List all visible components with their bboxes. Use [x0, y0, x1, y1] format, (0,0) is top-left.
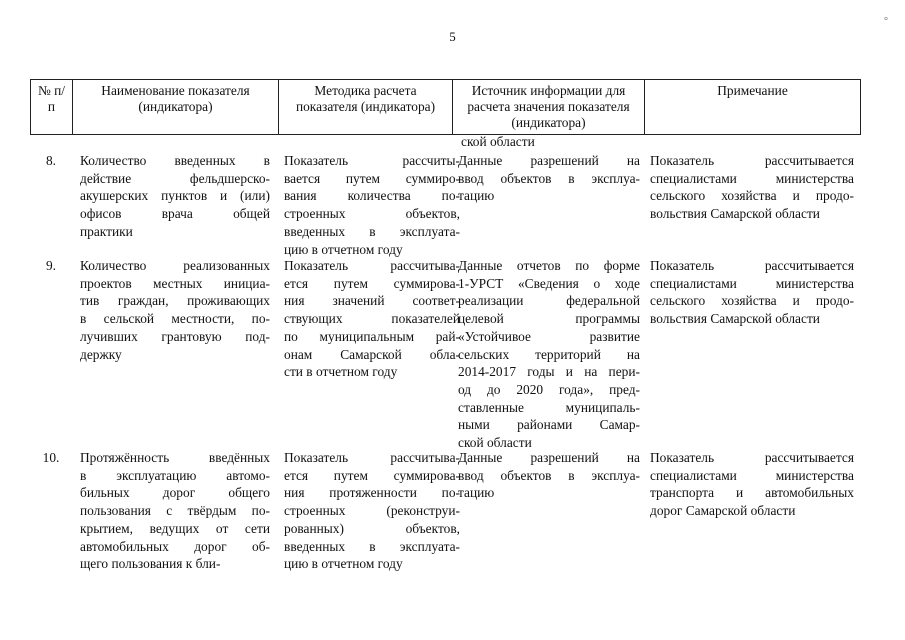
text-line: Показатель рассчитыва- [284, 258, 460, 273]
text-line: «Устойчивое развитие [458, 328, 640, 344]
text-line: строенных объектов, [284, 206, 460, 222]
corner-mark: ° [884, 16, 888, 27]
text-line: 1-УРСТ «Сведения о ходе [458, 275, 640, 291]
row-number: 10. [42, 450, 60, 465]
text-line: бильных дорог общего [80, 485, 270, 501]
text-line: сельских территорий на [458, 346, 640, 362]
text-line: транспорта и автомобильных [650, 485, 854, 501]
text-line: специалистами министерства [650, 275, 854, 291]
note [650, 152, 854, 223]
text-line: Количество введенных в [80, 153, 270, 168]
carryover-text: ской области [461, 134, 535, 149]
text-line: ввод объектов в эксплуа- [458, 170, 640, 186]
text-line: тацию [458, 188, 495, 204]
text-line: Показатель рассчитывается [650, 153, 854, 168]
text-line: ставленные муниципаль- [458, 399, 640, 415]
text-line: в эксплуатацию автомо- [80, 467, 270, 483]
text-line: Показатель рассчиты- [284, 153, 460, 168]
text-line: вольствия Самарской области [650, 311, 820, 327]
text-line: Данные отчетов по форме [458, 258, 640, 273]
header-col-note: Примечание [645, 80, 861, 135]
text-line: строенных (реконструи- [284, 503, 460, 519]
text-line: Данные разрешений на [458, 450, 640, 465]
table-header [30, 79, 861, 135]
text-line: Данные разрешений на [458, 153, 640, 168]
text-line: специалистами министерства [650, 170, 854, 186]
text-line: вольствия Самарской области [650, 206, 820, 222]
text-line: цию в отчетном году [284, 556, 403, 572]
header-col-num: № п/п [31, 80, 73, 135]
text-line: цию в отчетном году [284, 241, 403, 257]
text-line: ется путем суммирова- [284, 275, 460, 291]
calculation-method [284, 449, 460, 573]
text-line: Показатель рассчитывается [650, 450, 854, 465]
information-source [458, 152, 640, 205]
information-source [458, 449, 640, 502]
text-line: проектов местных инициа- [80, 275, 270, 291]
text-line: вания количества по- [284, 188, 460, 204]
text-line: офисов врача общей [80, 206, 270, 222]
header-col-method: Методика расчета показателя (индикатора) [279, 80, 453, 135]
header-col-source: Источник информации для расчета значения показателя (индикатора) [453, 80, 645, 135]
text-line: од до 2020 года», пред- [458, 381, 640, 397]
header-row [31, 80, 861, 135]
text-line: рованных) объектов, [284, 520, 460, 536]
text-line: действие фельдшерско- [80, 170, 270, 186]
text-line: щего пользования к бли- [80, 556, 221, 572]
row-number: 9. [45, 258, 57, 273]
text-line: дорог Самарской области [650, 503, 796, 519]
text-line: ния значений соответ- [284, 293, 460, 309]
text-line: онам Самарской обла- [284, 346, 460, 362]
indicator-name [80, 257, 270, 363]
page-number: 5 [449, 29, 456, 44]
indicator-name [80, 152, 270, 241]
text-line: 2014-2017 годы и на пери- [458, 364, 640, 380]
text-line: специалистами министерства [650, 467, 854, 483]
text-line: Количество реализованных [80, 258, 270, 273]
text-line: введенных в эксплуата- [284, 538, 460, 554]
text-line: Показатель рассчитыва- [284, 450, 460, 465]
text-line: в сельской местности, по- [80, 311, 270, 327]
text-line: целевой программы [458, 311, 640, 327]
text-line: реализации федеральной [458, 293, 640, 309]
text-line: лучивших грантовую под- [80, 328, 270, 344]
text-line: держку [80, 346, 122, 362]
note [650, 257, 854, 328]
text-line: крытием, ведущих от сети [80, 520, 270, 536]
text-line: тацию [458, 485, 495, 501]
text-line: введенных в эксплуата- [284, 223, 460, 239]
header-col-name: Наименование показателя (индикатора) [73, 80, 279, 135]
text-line: ния протяженности по- [284, 485, 460, 501]
row-number: 8. [45, 153, 57, 168]
text-line: ской области [458, 435, 532, 451]
information-source [458, 257, 640, 452]
text-line: сти в отчетном году [284, 364, 398, 380]
text-line: автомобильных дорог об- [80, 538, 270, 554]
text-line: ствующих показателей [284, 311, 460, 327]
calculation-method [284, 152, 460, 258]
text-line: по муниципальным рай- [284, 328, 460, 344]
text-line: Показатель рассчитывается [650, 258, 854, 273]
text-line: ввод объектов в эксплуа- [458, 467, 640, 483]
indicator-name [80, 449, 270, 573]
text-line: ными районами Самар- [458, 417, 640, 433]
text-line: акушерских пунктов и (или) [80, 188, 270, 204]
text-line: пользования с твёрдым по- [80, 503, 270, 519]
text-line: сельского хозяйства и продо- [650, 293, 854, 309]
text-line: тив граждан, проживающих [80, 293, 270, 309]
text-line: Протяжённость введённых [80, 450, 270, 465]
text-line: практики [80, 223, 133, 239]
note [650, 449, 854, 520]
text-line: ется путем суммирова- [284, 467, 460, 483]
calculation-method [284, 257, 460, 381]
text-line: вается путем суммиро- [284, 170, 460, 186]
text-line: сельского хозяйства и продо- [650, 188, 854, 204]
